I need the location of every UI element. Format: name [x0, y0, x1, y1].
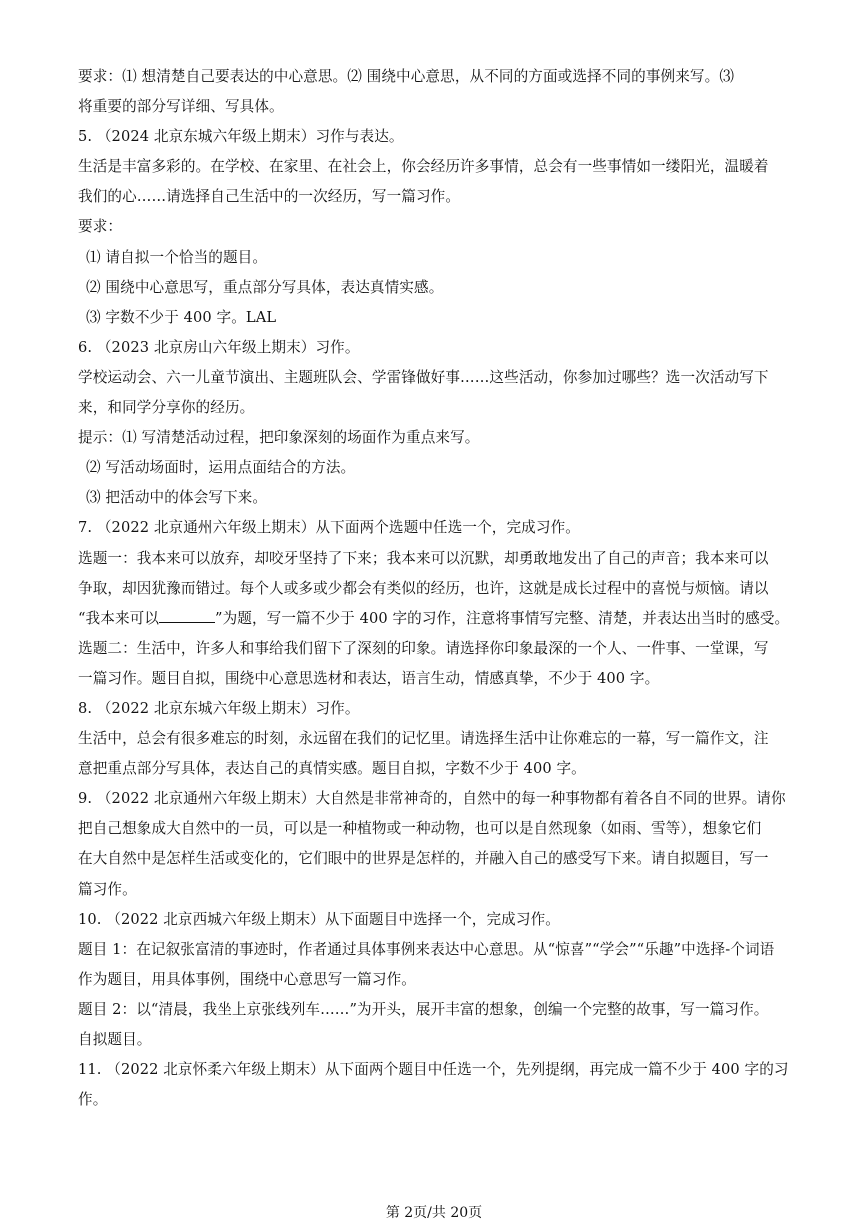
text-line: 来，和同学分享你的经历。 [78, 399, 255, 417]
text-line: 将重要的部分写详细、写具体。 [78, 98, 284, 116]
text-segment: ”为题，写一篇不少于 400 字的习作，注意将事情写完整、清楚，并表达出当时的感受。 [215, 609, 790, 627]
text-line: 争取，却因犹豫而错过。每个人或多或少都会有类似的经历，也许，这就是成长过程中的喜悦与烦恼。请以 [78, 579, 769, 597]
tip-item: ⑵ 写活动场面时，运用点面结合的方法。 [86, 459, 356, 477]
question-heading-5: 5. （2024 北京东城六年级上期末）习作与表达。 [78, 128, 404, 146]
text-line: 把自己想象成大自然中的一员，可以是一种植物或一种动物，也可以是自然现象（如雨、雪等），想象它们 [78, 820, 762, 838]
requirement-item: ⑶ 字数不少于 400 字。LAL [86, 308, 277, 326]
text-line: 在大自然中是怎样生活或变化的，它们眼中的世界是怎样的，并融入自己的感受写下来。请自拟题目，写一 [78, 850, 769, 868]
document-body [78, 62, 794, 1115]
question-heading-10: 10. （2022 北京西城六年级上期末）从下面题目中选择一个，完成习作。 [78, 910, 560, 928]
page-number-footer: 第 2页/共 20页 [385, 1205, 483, 1221]
text-line: 意把重点部分写具体，表达自己的真情实感。题目自拟，字数不少于 400 字。 [78, 760, 586, 778]
text-line: 我们的心……请选择自己生活中的一次经历，写一篇习作。 [78, 188, 461, 206]
question-heading-9: 9. （2022 北京通州六年级上期末）大自然是非常神奇的，自然中的每一种事物都有着各自不同的世界。请你 [78, 790, 786, 808]
text-line: 生活是丰富多彩的。在学校、在家里、在社会上，你会经历许多事情，总会有一些事情如一缕阳光，温暖着 [78, 158, 769, 176]
text-line: 题目 1：在记叙张富清的事迹时，作者通过具体事例来表达中心意思。从“惊喜”“学会”“乐趣”中选择-个词语 [78, 940, 775, 958]
fill-in-blank [159, 608, 215, 623]
question-heading-11: 11. （2022 北京怀柔六年级上期末）从下面两个题目中任选一个，先列提纲，再完成一篇不少于 400 字的习 [78, 1061, 789, 1079]
requirement-item: ⑵ 围绕中心意思写，重点部分写具体，表达真情实感。 [86, 278, 444, 296]
text-line: 选题一：我本来可以放弃，却咬牙坚持了下来；我本来可以沉默，却勇敢地发出了自己的声音；我本来可以 [78, 549, 769, 567]
requirement-item: ⑴ 请自拟一个恰当的题目。 [86, 248, 268, 266]
text-line: 作为题目，用具体事例，围绕中心意思写一篇习作。 [78, 970, 416, 988]
question-heading-8: 8. （2022 北京东城六年级上期末）习作。 [78, 699, 360, 717]
text-line: 要求：⑴ 想清楚自己要表达的中心意思。⑵ 围绕中心意思，从不同的方面或选择不同的事例来写。⑶ [78, 68, 735, 85]
question-heading-7: 7. （2022 北京通州六年级上期末）从下面两个选题中任选一个，完成习作。 [78, 519, 580, 537]
text-line: 题目 2：以“清晨，我坐上京张线列车……”为开头，展开丰富的想象，创编一个完整的故事，写一篇习作。 [78, 1000, 769, 1018]
text-segment: “我本来可以 [78, 609, 160, 627]
text-line: 学校运动会、六一儿童节演出、主题班队会、学雷锋做好事……这些活动，你参加过哪些？选一次活动写下 [78, 368, 769, 386]
text-line: 选题二：生活中，许多人和事给我们留下了深刻的印象。请选择你印象最深的一个人、一件事、一堂课，写 [78, 639, 769, 657]
text-line: 要求： [78, 218, 123, 236]
text-line: 提示：⑴ 写清楚活动过程，把印象深刻的场面作为重点来写。 [78, 429, 480, 447]
text-line-with-blank [78, 604, 794, 634]
question-heading-6: 6. （2023 北京房山六年级上期末）习作。 [78, 338, 360, 356]
text-line: 生活中，总会有很多难忘的时刻，永远留在我们的记忆里。请选择生活中让你难忘的一幕，写一篇作文，注 [78, 730, 769, 748]
text-line: 作。 [78, 1091, 108, 1109]
text-line: 一篇习作。题目自拟，围绕中心意思选材和表达，语言生动，情感真挚，不少于 400 字。 [78, 669, 660, 687]
text-line: 篇习作。 [78, 880, 137, 898]
tip-item: ⑶ 把活动中的体会写下来。 [86, 489, 268, 507]
text-line: 自拟题目。 [78, 1031, 152, 1048]
